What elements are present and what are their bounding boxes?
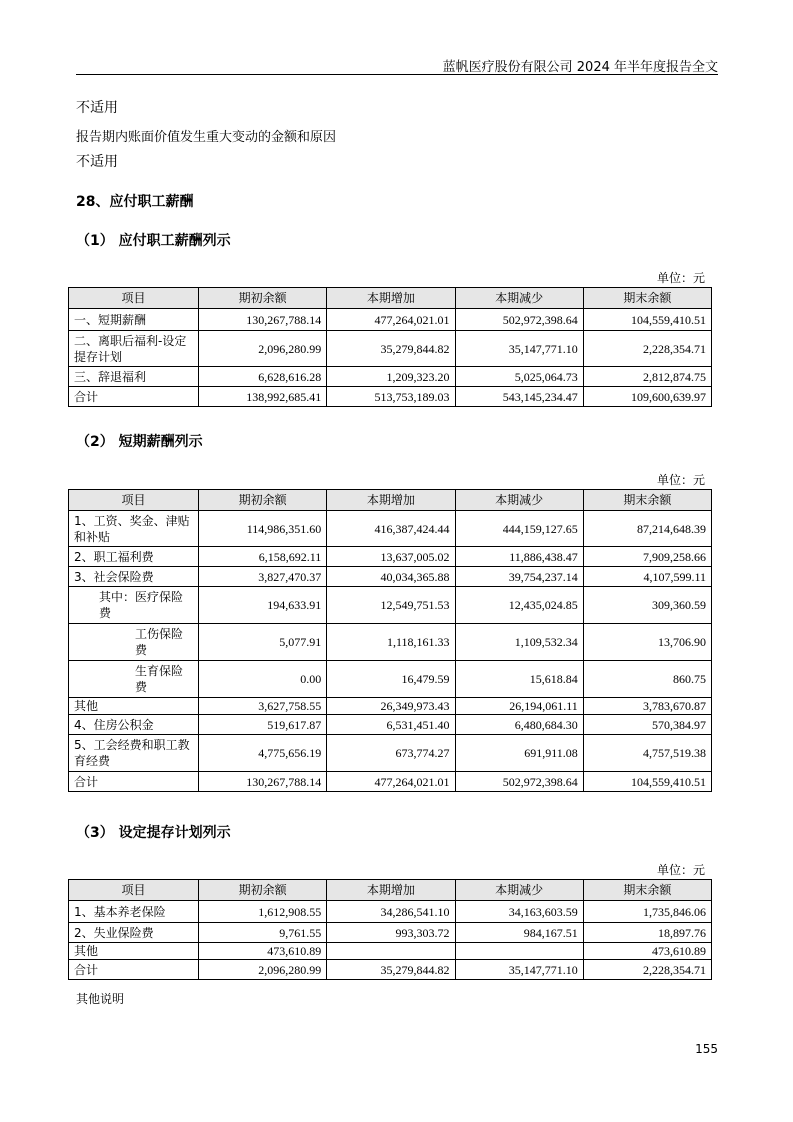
cell-closing-balance: 104,559,410.51	[583, 309, 711, 331]
cell-closing-balance: 13,706.90	[583, 624, 711, 661]
table1-unit: 单位：元	[656, 271, 705, 285]
row-label: 2、职工福利费	[69, 547, 199, 567]
table-row	[69, 587, 712, 624]
cell-opening-balance: 9,761.55	[199, 923, 327, 943]
cell-opening-balance: 138,992,685.41	[199, 387, 327, 407]
cell-decrease: 502,972,398.64	[455, 772, 583, 792]
row-label: 其他	[69, 698, 199, 715]
column-header: 本期减少	[455, 288, 583, 309]
cell-opening-balance: 1,612,908.55	[199, 901, 327, 923]
cell-increase: 34,286,541.10	[327, 901, 455, 923]
table-row	[69, 567, 712, 587]
table-header-row	[69, 288, 712, 309]
column-header: 本期增加	[327, 490, 455, 511]
cell-closing-balance: 2,812,874.75	[583, 367, 711, 387]
cell-increase: 477,264,021.01	[327, 309, 455, 331]
table-row	[69, 901, 712, 923]
cell-increase: 993,303.72	[327, 923, 455, 943]
column-header: 本期减少	[455, 490, 583, 511]
cell-increase: 40,034,365.88	[327, 567, 455, 587]
table-row	[69, 943, 712, 960]
table-row	[69, 735, 712, 772]
cell-increase: 1,209,323.20	[327, 367, 455, 387]
cell-increase: 16,479.59	[327, 661, 455, 698]
cell-opening-balance: 2,096,280.99	[199, 331, 327, 367]
table3-title: （3） 设定提存计划列示	[76, 825, 231, 841]
cell-decrease: 6,480,684.30	[455, 715, 583, 735]
table-header-row	[69, 490, 712, 511]
row-label: 三、辞退福利	[69, 367, 199, 387]
cell-closing-balance: 309,360.59	[583, 587, 711, 624]
cell-increase: 416,387,424.44	[327, 511, 455, 547]
table-row	[69, 715, 712, 735]
cell-opening-balance: 6,628,616.28	[199, 367, 327, 387]
row-label: 其中：医疗保险费	[69, 587, 199, 624]
row-label: 其他	[69, 943, 199, 960]
column-header: 期初余额	[199, 880, 327, 901]
table3-defined-contribution-plan	[68, 879, 712, 980]
cell-decrease: 691,911.08	[455, 735, 583, 772]
cell-increase: 513,753,189.03	[327, 387, 455, 407]
table-row	[69, 547, 712, 567]
table-row	[69, 923, 712, 943]
cell-decrease: 1,109,532.34	[455, 624, 583, 661]
table-row-total	[69, 387, 712, 407]
column-header: 项目	[69, 880, 199, 901]
row-label: 合计	[69, 387, 199, 407]
cell-decrease: 11,886,438.47	[455, 547, 583, 567]
section-title: 28、应付职工薪酬	[76, 194, 194, 210]
table-row	[69, 661, 712, 698]
row-label: 合计	[69, 772, 199, 792]
cell-closing-balance: 4,107,599.11	[583, 567, 711, 587]
cell-increase: 477,264,021.01	[327, 772, 455, 792]
table2-title: （2） 短期薪酬列示	[76, 434, 203, 450]
cell-opening-balance: 4,775,656.19	[199, 735, 327, 772]
column-header: 期末余额	[583, 490, 711, 511]
table-row	[69, 511, 712, 547]
row-label: 工伤保险费	[69, 624, 199, 661]
cell-closing-balance: 473,610.89	[583, 943, 711, 960]
cell-decrease: 34,163,603.59	[455, 901, 583, 923]
cell-opening-balance: 194,633.91	[199, 587, 327, 624]
cell-closing-balance: 104,559,410.51	[583, 772, 711, 792]
cell-increase: 1,118,161.33	[327, 624, 455, 661]
cell-opening-balance: 473,610.89	[199, 943, 327, 960]
cell-closing-balance: 2,228,354.71	[583, 331, 711, 367]
cell-closing-balance: 4,757,519.38	[583, 735, 711, 772]
cell-decrease: 5,025,064.73	[455, 367, 583, 387]
cell-decrease: 35,147,771.10	[455, 960, 583, 980]
column-header: 项目	[69, 288, 199, 309]
cell-decrease: 984,167.51	[455, 923, 583, 943]
column-header: 期末余额	[583, 288, 711, 309]
cell-increase: 13,637,005.02	[327, 547, 455, 567]
cell-decrease: 35,147,771.10	[455, 331, 583, 367]
cell-increase: 35,279,844.82	[327, 960, 455, 980]
column-header: 本期增加	[327, 880, 455, 901]
cell-decrease	[455, 943, 583, 960]
cell-decrease: 15,618.84	[455, 661, 583, 698]
cell-decrease: 444,159,127.65	[455, 511, 583, 547]
table-header-row	[69, 880, 712, 901]
table-row	[69, 331, 712, 367]
column-header: 期初余额	[199, 288, 327, 309]
cell-closing-balance: 860.75	[583, 661, 711, 698]
page-number: 155	[695, 1042, 718, 1056]
cell-closing-balance: 570,384.97	[583, 715, 711, 735]
row-label: 合计	[69, 960, 199, 980]
table-row	[69, 624, 712, 661]
cell-decrease: 502,972,398.64	[455, 309, 583, 331]
table-row-total	[69, 772, 712, 792]
cell-opening-balance: 3,627,758.55	[199, 698, 327, 715]
column-header: 期初余额	[199, 490, 327, 511]
cell-closing-balance: 2,228,354.71	[583, 960, 711, 980]
cell-closing-balance: 3,783,670.87	[583, 698, 711, 715]
table2-short-term-compensation	[68, 489, 712, 792]
cell-decrease: 26,194,061.11	[455, 698, 583, 715]
row-label: 1、基本养老保险	[69, 901, 199, 923]
header-divider	[76, 74, 718, 75]
intro-line-3: 不适用	[76, 154, 118, 170]
cell-opening-balance: 0.00	[199, 661, 327, 698]
row-label: 二、离职后福利-设定提存计划	[69, 331, 199, 367]
table1-title: （1） 应付职工薪酬列示	[76, 233, 231, 249]
row-label: 生育保险费	[69, 661, 199, 698]
cell-closing-balance: 1,735,846.06	[583, 901, 711, 923]
row-label: 4、住房公积金	[69, 715, 199, 735]
cell-opening-balance: 114,986,351.60	[199, 511, 327, 547]
cell-increase	[327, 943, 455, 960]
column-header: 项目	[69, 490, 199, 511]
cell-opening-balance: 2,096,280.99	[199, 960, 327, 980]
cell-closing-balance: 7,909,258.66	[583, 547, 711, 567]
table1-employee-payroll	[68, 287, 712, 407]
table3-unit: 单位：元	[656, 863, 705, 877]
cell-closing-balance: 109,600,639.97	[583, 387, 711, 407]
cell-opening-balance: 3,827,470.37	[199, 567, 327, 587]
table-row	[69, 367, 712, 387]
cell-increase: 26,349,973.43	[327, 698, 455, 715]
row-label: 1、工资、奖金、津贴和补贴	[69, 511, 199, 547]
intro-line-2: 报告期内账面价值发生重大变动的金额和原因	[76, 130, 337, 145]
column-header: 本期增加	[327, 288, 455, 309]
cell-increase: 12,549,751.53	[327, 587, 455, 624]
column-header: 本期减少	[455, 880, 583, 901]
cell-opening-balance: 130,267,788.14	[199, 309, 327, 331]
cell-decrease: 543,145,234.47	[455, 387, 583, 407]
column-header: 期末余额	[583, 880, 711, 901]
row-label: 一、短期薪酬	[69, 309, 199, 331]
cell-closing-balance: 87,214,648.39	[583, 511, 711, 547]
cell-decrease: 12,435,024.85	[455, 587, 583, 624]
cell-increase: 35,279,844.82	[327, 331, 455, 367]
table-row	[69, 309, 712, 331]
cell-opening-balance: 130,267,788.14	[199, 772, 327, 792]
row-label: 5、工会经费和职工教育经费	[69, 735, 199, 772]
intro-line-1: 不适用	[76, 100, 118, 116]
document-header: 蓝帆医疗股份有限公司 2024 年半年度报告全文	[442, 60, 718, 75]
other-notes-label: 其他说明	[76, 992, 125, 1006]
table-row	[69, 698, 712, 715]
table-row-total	[69, 960, 712, 980]
cell-increase: 6,531,451.40	[327, 715, 455, 735]
row-label: 3、社会保险费	[69, 567, 199, 587]
table2-unit: 单位：元	[656, 473, 705, 487]
cell-increase: 673,774.27	[327, 735, 455, 772]
cell-decrease: 39,754,237.14	[455, 567, 583, 587]
row-label: 2、失业保险费	[69, 923, 199, 943]
cell-opening-balance: 519,617.87	[199, 715, 327, 735]
cell-opening-balance: 5,077.91	[199, 624, 327, 661]
cell-closing-balance: 18,897.76	[583, 923, 711, 943]
cell-opening-balance: 6,158,692.11	[199, 547, 327, 567]
